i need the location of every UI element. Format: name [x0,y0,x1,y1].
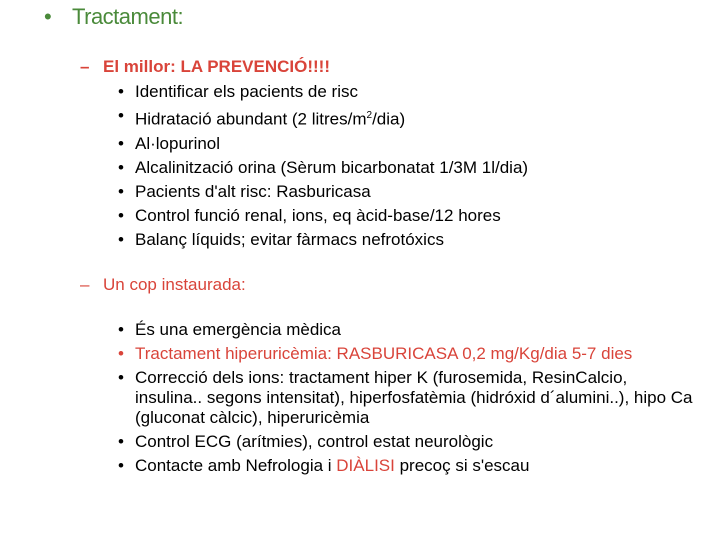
established-heading [80,275,246,295]
bullet: • [44,4,52,29]
list-item [118,320,698,340]
prevention-heading [80,57,330,77]
bullet: • [118,82,124,101]
dash: – [80,57,90,76]
prevention-heading-text: El millor: LA PREVENCIÓ!!!! [103,57,330,76]
highlight-text: DIÀLISI [336,456,395,475]
list-item [118,132,528,156]
established-list [118,320,698,480]
slide-title: Tractament: [72,4,184,29]
bullet: • [118,157,124,177]
bullet: • [118,432,124,451]
list-item [118,344,698,364]
item-text: Correcció dels ions: tractament hiper K (furosemida, ResinCalcio, insulina.. segons intensitat), hiperfosfatèmia (hidróxid d´alumini..), hipo Ca (gluconat càlcic), hiperuricèmia [135,368,693,427]
superscript: 2 [366,110,373,121]
list-item [118,228,528,252]
bullet: • [118,205,124,225]
item-text: /dia) [372,109,406,129]
item-text: Identificar els pacients de risc [135,82,358,101]
title-line [44,4,183,30]
bullet: • [118,133,124,153]
bullet: • [118,106,124,125]
established-heading-text: Un cop instaurada: [103,275,246,294]
item-text: Hidratació abundant (2 litres/m [135,109,367,129]
item-text: Tractament hiperuricèmia: RASBURICASA 0,2 mg/Kg/dia 5-7 dies [135,344,633,363]
list-item [118,180,528,204]
list-item [118,456,698,476]
item-text: precoç si s'escau [394,456,530,475]
item-text: Control ECG (arítmies), control estat neurològic [135,432,494,451]
list-item [118,156,528,180]
bullet: • [118,229,124,249]
list-item [118,204,528,228]
prevention-list [118,80,528,252]
item-text: Control funció renal, ions, eq àcid-base/12 hores [135,205,501,225]
bullet: • [118,456,124,475]
list-item [118,432,698,452]
bullet: • [118,320,124,339]
item-text: És una emergència mèdica [135,320,342,339]
dash: – [80,275,90,294]
list-item [118,80,528,104]
bullet: • [118,181,124,201]
bullet: • [118,344,124,363]
item-text: Al·lopurinol [135,133,221,153]
list-item [118,104,528,132]
item-text: Alcalinització orina (Sèrum bicarbonatat 1/3M 1l/dia) [135,157,529,177]
list-item [118,368,698,428]
bullet: • [118,368,124,387]
item-text: Contacte amb Nefrologia i [135,456,337,475]
item-text: Pacients d'alt risc: Rasburicasa [135,181,371,201]
item-text: Balanç líquids; evitar fàrmacs nefrotóxics [135,229,444,249]
